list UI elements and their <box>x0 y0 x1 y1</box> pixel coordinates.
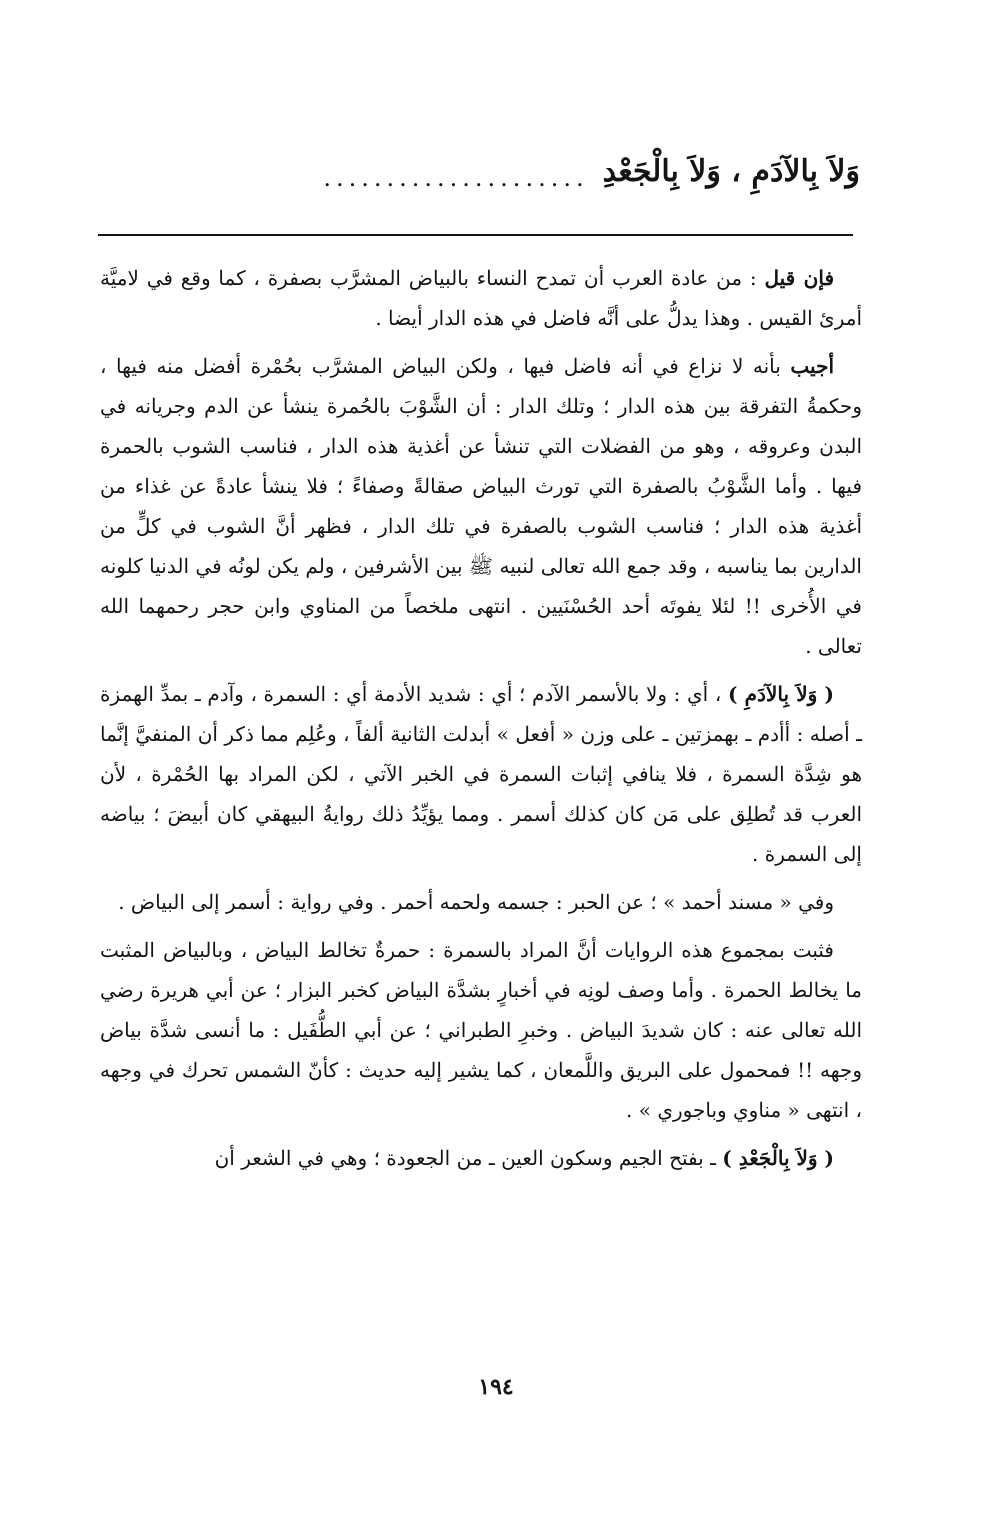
paragraph-text: وفي « مسند أحمد » ؛ عن الحبر : جسمه ولحمه أحمر . وفي رواية : أسمر إلى البياض . <box>118 890 834 914</box>
paragraph-lead: ( وَلاَ بِالْجَعْدِ ) <box>722 1146 834 1170</box>
paragraph-text: فثبت بمجموع هذه الروايات أنَّ المراد بالسمرة : حمرةٌ تخالط البياض ، وبالبياض المثبت ما يخالط الحمرة . وأما وصف لونِه في أخبارٍ بشدَّة البياض كخبر البزار ؛ عن أبي هريرة رضي الله تعالى عنه : كان شديدَ البياض . وخبرِ الطبراني ؛ عن أبي الطُّفَيل : ما أنسى شدَّة بياض وجهه !! فمحمول على البريق واللَّمعان ، كما يشير إليه حديث : كأنّ الشمس تحرك في وجهه ، انتهى « مناوي وباجوري » . <box>100 938 862 1122</box>
paragraph <box>100 930 862 1130</box>
paragraph-text: ، أي : ولا بالأسمر الآدم ؛ أي : شديد الأدمة أي : السمرة ، وآدم ـ بمدِّ الهمزة ـ أصله : أأدم ـ بهمزتين ـ على وزن « أفعل » أبدلت الثانية ألفاً ، وعُلِم مما ذكر أن المنفيَّ إنَّما هو شِدَّة السمرة ، فلا ينافي إثبات السمرة في الخبر الآتي ، لكن المراد بها الحُمْرة ، لأن العرب قد تُطلِق على مَن كان كذلك أسمر . ومما يؤيِّدُ ذلك روايةُ البيهقي كان أبيضَ ؛ بياضه إلى السمرة . <box>100 682 862 866</box>
paragraph <box>100 674 862 874</box>
paragraph <box>100 1138 862 1178</box>
running-header <box>100 128 860 200</box>
header-title: وَلاَ بِالآدَمِ ، وَلاَ بِالْجَعْدِ <box>602 154 860 189</box>
paragraph-lead: ( وَلاَ بِالآدَمِ ) <box>727 682 835 706</box>
paragraph-text: بأنه لا نزاع في أنه فاضل فيها ، ولكن البياض المشرَّب بحُمْرة أفضل منه فيها ، وحكمةُ التفرقة بين هذه الدار ؛ وتلك الدار : أن الشَّوْبَ بالحُمرة ينشأ عن الدم وجريانه في البدن وعروقه ، وهو من الفضلات التي تنشأ عن أغذية هذه الدار ، فناسب الشوب بالحمرة فيها . وأما الشَّوْبُ بالصفرة التي تورث البياض صقالةً وصفاءً ؛ فلا ينشأ عادةً عن غذاء من أغذية هذه الدار ؛ فناسب الشوب بالصفرة في تلك الدار ، فظهر أنَّ الشوب في كلٍّ من الدارين بما يناسبه ، وقد جمع الله تعالى لنبيه ﷺ بين الأشرفين ، ولم يكن لونُه في الدنيا كلونه في الأُخرى !! لئلا يفوتَه أحد الحُسْنَيين . انتهى ملخصاً من المناوي وابن حجر رحمهما الله تعالى . <box>100 354 862 658</box>
paragraph-lead: أجيب <box>790 354 834 378</box>
paragraph <box>100 258 862 338</box>
paragraph-lead: فإن قيل <box>764 266 835 290</box>
paragraph-text: : من عادة العرب أن تمدح النساء بالبياض المشرَّب بصفرة ، كما وقع في لاميَّة أمرئ القيس . وهذا يدلُّ على أنَّه فاضل في هذه الدار أيضا . <box>100 266 862 330</box>
paragraph <box>100 346 862 666</box>
paragraph-text: ـ بفتح الجيم وسكون العين ـ من الجعودة ؛ وهي في الشعر أن <box>214 1146 723 1170</box>
header-divider <box>98 234 853 236</box>
body-text <box>100 258 862 1358</box>
paragraph <box>100 882 862 922</box>
header-dot-leader: ..................... <box>323 164 589 192</box>
page-number: ١٩٤ <box>478 1374 514 1400</box>
